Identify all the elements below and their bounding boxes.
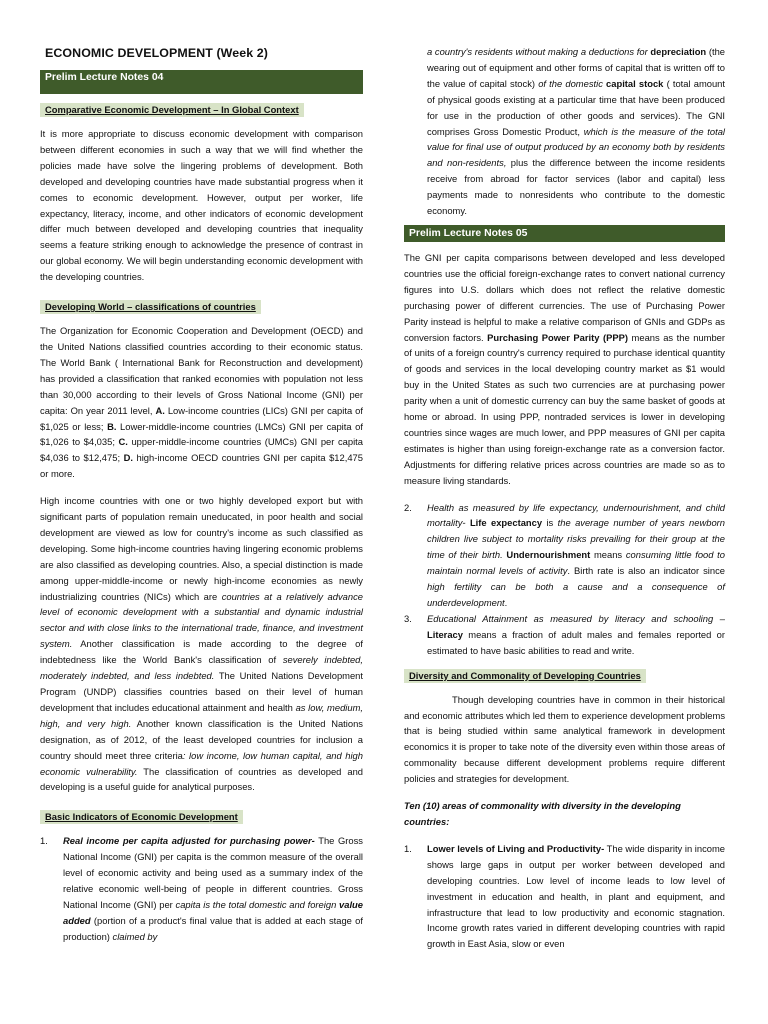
paragraph-oecd-classification: The Organization for Economic Cooperation and Development (OECD) and the United Nations classified countries according to their economic status. The World Bank ( International Bank for Reconstruction and development) has provided a classification that ranked economies with population not less than 30,000 according to their levels of Gross National Income (GNI) per capita: On year 2011 level, A. Low-income countries (LICs) GNI per capita of $1,025 or less; B. Lower-middle-income countries (LMCs) GNI per capita of $1,026 to $4,035; C. upper-middle-income countries (UMCs) GNI per capita $4,036 to $12,475; D. high-income OECD countries GNI per capita $12,475 or more. — [40, 325, 363, 480]
list-number: 2. — [404, 501, 412, 513]
banner-prelim-notes-04: Prelim Lecture Notes 04 — [40, 70, 363, 94]
subheading-basic-indicators: Basic Indicators of Economic Development — [40, 810, 243, 824]
list-item-lower-levels: 1. Lower levels of Living and Productivity- The wide disparity in income shows large gaps in output per worker between developed and developing countries. Low level of income leads to low level of investment in education and health, in plant and equipment, and infrastructure that lead to low productivity and economic stagnation. Income growth rates varied in different developing countries with rapid growth in East Asia, slow or even — [404, 842, 725, 950]
list-item-real-income: 1. Real income per capita adjusted for purchasing power- The Gross National Income (GNI) per capita is the common measure of the overall level of economic activity and being used as a summary index of the relative economic well-being of people in different countries. Gross National Income (GNI) per capita is the total domestic and foreign value added (portion of a product's final value that is added at each stage of production) claimed by — [40, 835, 363, 942]
document-title: ECONOMIC DEVELOPMENT (Week 2) — [45, 46, 268, 60]
list-number: 1. — [40, 835, 48, 847]
paragraph-diversity: Though developing countries have in common in their historical and economic attributes which led them to experience development problems that is being studied within same analytical framework in development economics it is proper to take note of the diversity even within those areas of commonality because different development problems require different policies and strategies for development. — [404, 693, 726, 785]
subheading-developing-world: Developing World – classifications of countries — [40, 300, 261, 314]
paragraph-ppp: The GNI per capita comparisons between developed and less developed countries use the official foreign-exchange rates to convert national currency figures into U.S. dollars which does not reflect the relative domestic purchasing power of different currencies. The use of Purchasing Power Parity instead is helpful to make a relative comparison of GNIs and GDPs as conversion factors. Purchasing Power Parity (PPP) means as the number of units of a foreign country's currency required to purchase identical quantity of goods and services in the local developing country market as $1 would buy in the United States as such two currencies are at purchasing power parity when a unit of domestic currency can buy the same basket of goods at home or abroad. In using PPP, nontraded services is lower in developing countries since wages are much lower, and PPP measures of GNI per capita estimates is higher than using foreign-exchange rate as a conversion factor. Adjustments for differing relative prices across countries are made so as to measure living standards. — [404, 251, 726, 486]
paragraph-comparative: It is more appropriate to discuss economic development with comparison between different economies in such a way that we will find whether the policies made have solve the lingering problems of development. Both developed and developing countries have made substantial progress when it comes to economic development. However, output per worker, life expectancy, literacy, income, and other indicators of economic development differ much between developed and developing countries that inequality seems a feature striking enough to acknowledge the presence of contrast in our global economy. We will begin understanding economic development with the developing countries. — [40, 128, 363, 283]
right-column — [404, 44, 725, 952]
subheading-comparative: Comparative Economic Development – In Global Context — [40, 103, 304, 117]
heading-ten-areas: Ten (10) areas of commonality with diversity in the developing countries: — [404, 800, 681, 827]
list-item-health: 2. Health as measured by life expectancy, undernourishment, and child mortality- Life expectancy is the average number of years newborn children live subject to mortality risks prevailing for their group at the time of their birth. Undernourishment means consuming little food to maintain normal levels of activity. Birth rate is also an indicator since high fertility can be both a cause and a consequence of underdevelopment. — [404, 501, 726, 608]
paragraph-high-income: High income countries with one or two highly developed export but with significant parts of population remain uneducated, in poor health and social development are viewed as low for country's income as such classified as developing. Some high-income countries having lingering economic problems are also classified as developing countries. Also, a special distinction is made among upper-middle-income or newly high-income economies as newly industrializing countries (NICs) which are countries at a relatively advance level of economic development with a substantial and dynamic industrial sector and with close links to the international trade, finance, and investment system. Another classification is made according to the degree of indebtedness like the World Bank's classification of severely indebted, moderately indebted, and less indebted. The United Nations Development Program (UNDP) classifies countries based on their level of human development that includes educational attainment and health as low, medium, high, and very high. Another known classification is the United Nations designation, as of 2012, of the least developed countries for inclusion a country should meet three criteria: low income, low human capital, and high economic vulnerability. The classification of countries as developed and developing is a useful guide for analytical purposes. — [40, 495, 364, 793]
subheading-diversity: Diversity and Commonality of Developing Countries — [404, 669, 646, 683]
left-column — [40, 44, 363, 945]
list-number: 1. — [404, 842, 412, 854]
list-number: 3. — [404, 612, 412, 624]
list-item-real-income-continued: a country's residents without making a deductions for depreciation (the wearing out of equipment and other forms of capital that is written off to the value of capital stock) of the domestic capital stock ( total amount of physical goods existing at a particular time that have been produced for use in the production of other goods and services). The GNI comprises Gross Domestic Product, which is the measure of the total value for final use of output produced by an economy both by residents and non-residents, plus the difference between the income residents receive from abroad for factor services (labor and capital) less payments made to nonresidents who contribute to the domestic economy. — [427, 46, 726, 217]
list-item-education: 3. Educational Attainment as measured by literacy and schooling – Literacy means a fraction of adult males and females reported or estimated to have basic abilities to read and write. — [404, 612, 725, 656]
banner-prelim-notes-05: Prelim Lecture Notes 05 — [404, 225, 725, 242]
